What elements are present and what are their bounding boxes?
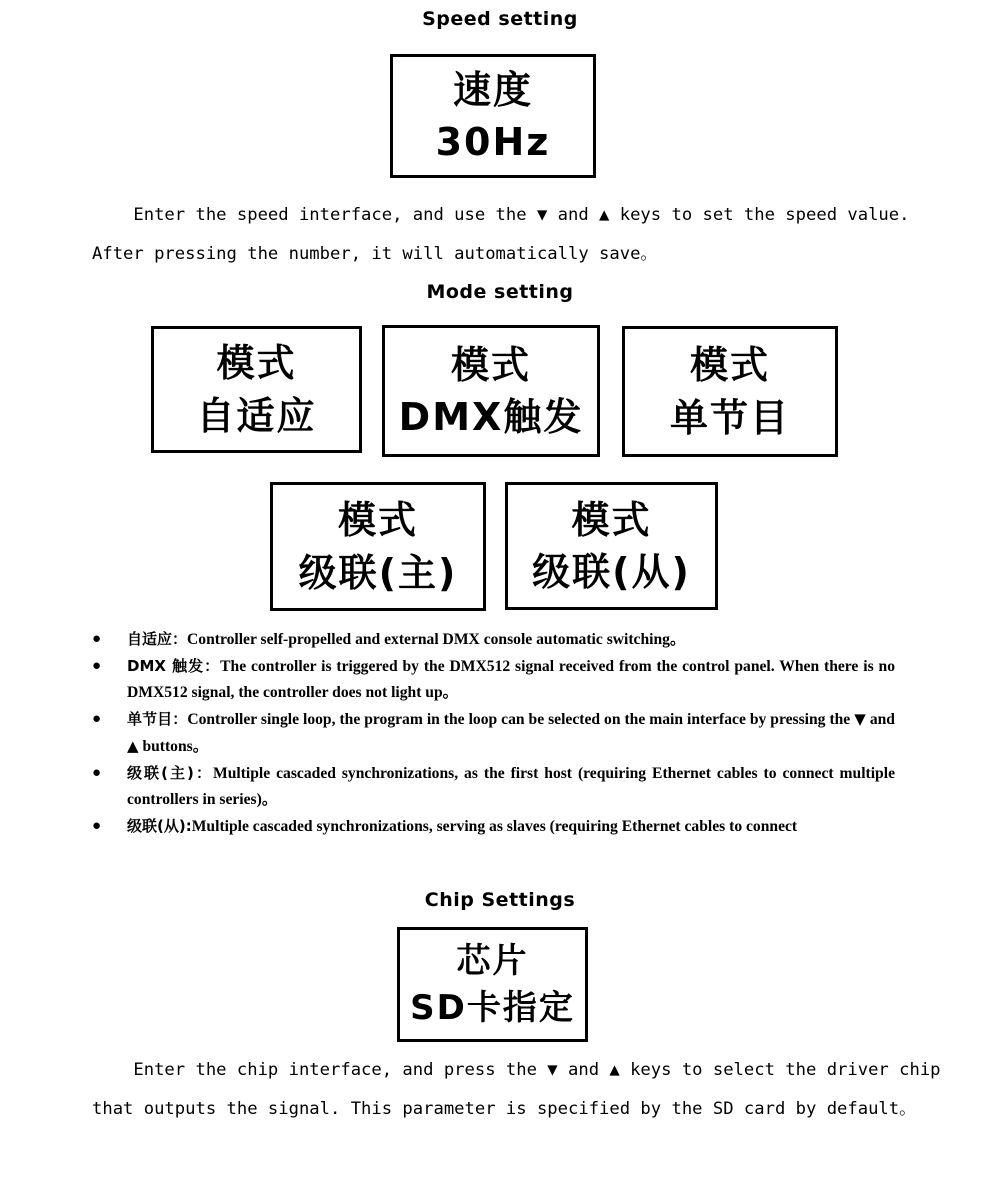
list-item xyxy=(92,813,895,840)
chip-description-line2: that outputs the signal. This parameter is specified by the SD card by default。 xyxy=(92,1099,917,1119)
triangle-up-icon: ▲ xyxy=(127,737,139,755)
speed-description-line2: After pressing the number, it will automatically save。 xyxy=(92,244,658,264)
mode-lcd-cascade-master xyxy=(270,482,486,611)
mode-lcd-line1: 模式 xyxy=(450,342,531,387)
mode-lcd-cascade-slave xyxy=(505,482,718,610)
mode-lcd-single-program xyxy=(622,326,838,457)
bullet-term: DMX 触发： xyxy=(127,657,221,675)
speed-description-line1: Enter the speed interface, and use the ▼ and ▲ keys to set the speed value. xyxy=(92,205,910,225)
mode-lcd-line1: 模式 xyxy=(571,497,652,542)
mode-lcd-line2: 级联(从) xyxy=(532,550,691,594)
triangle-down-icon: ▼ xyxy=(854,710,866,728)
mode-lcd-line2: 自适应 xyxy=(196,393,317,438)
list-item xyxy=(92,626,895,653)
bullet-icon: ● xyxy=(92,818,102,834)
bullet-text: The controller is triggered by the DMX512 signal received from the control panel. When there is no DMX512 signal, the controller does not light up。 xyxy=(127,658,895,701)
chip-lcd-line1: 芯片 xyxy=(456,940,529,981)
mode-lcd-dmx-trigger xyxy=(382,325,600,457)
bullet-text: Multiple cascaded synchronizations, as the first host (requiring Ethernet cables to connect multiple controllers in series)。 xyxy=(127,765,895,808)
list-item xyxy=(92,706,895,760)
bullet-icon: ● xyxy=(92,658,102,674)
mode-heading: Mode setting xyxy=(426,281,574,303)
mode-lcd-line1: 模式 xyxy=(689,343,770,388)
bullet-text: Controller single loop, the program in the loop can be selected on the main interface by pressing the xyxy=(187,711,851,728)
mode-bullet-list xyxy=(92,626,895,840)
bullet-text: Controller self-propelled and external DMX console automatic switching。 xyxy=(187,631,686,648)
bullet-text: buttons。 xyxy=(142,738,209,755)
mode-lcd-line2: 单节目 xyxy=(669,395,790,440)
bullet-term: 自适应： xyxy=(127,630,188,648)
mode-lcd-adaptive xyxy=(151,326,362,453)
bullet-icon: ● xyxy=(92,765,102,781)
chip-description-line1: Enter the chip interface, and press the ▼ and ▲ keys to select the driver chip xyxy=(92,1060,941,1080)
bullet-icon: ● xyxy=(92,631,102,647)
bullet-icon: ● xyxy=(92,711,102,727)
bullet-text: and xyxy=(869,711,895,728)
speed-lcd-display xyxy=(390,54,596,178)
bullet-term: 单节目： xyxy=(127,710,188,728)
chip-lcd-display xyxy=(397,927,588,1042)
speed-lcd-line2: 30Hz xyxy=(435,120,551,164)
speed-heading: Speed setting xyxy=(422,8,578,30)
mode-lcd-line1: 模式 xyxy=(216,341,297,386)
bullet-term: 级联(主)： xyxy=(127,764,214,782)
chip-lcd-line2: SD卡指定 xyxy=(410,987,575,1028)
mode-lcd-line2: 级联(主) xyxy=(298,550,458,595)
bullet-text: Multiple cascaded synchronizations, serving as slaves (requiring Ethernet cables to connect xyxy=(191,818,798,835)
mode-lcd-line2: DMX触发 xyxy=(398,395,584,439)
bullet-term: 级联(从): xyxy=(127,817,192,835)
speed-lcd-line1: 速度 xyxy=(452,67,533,112)
mode-lcd-line1: 模式 xyxy=(337,498,418,543)
list-item xyxy=(92,760,895,813)
list-item xyxy=(92,653,895,706)
chip-heading: Chip Settings xyxy=(424,889,576,911)
